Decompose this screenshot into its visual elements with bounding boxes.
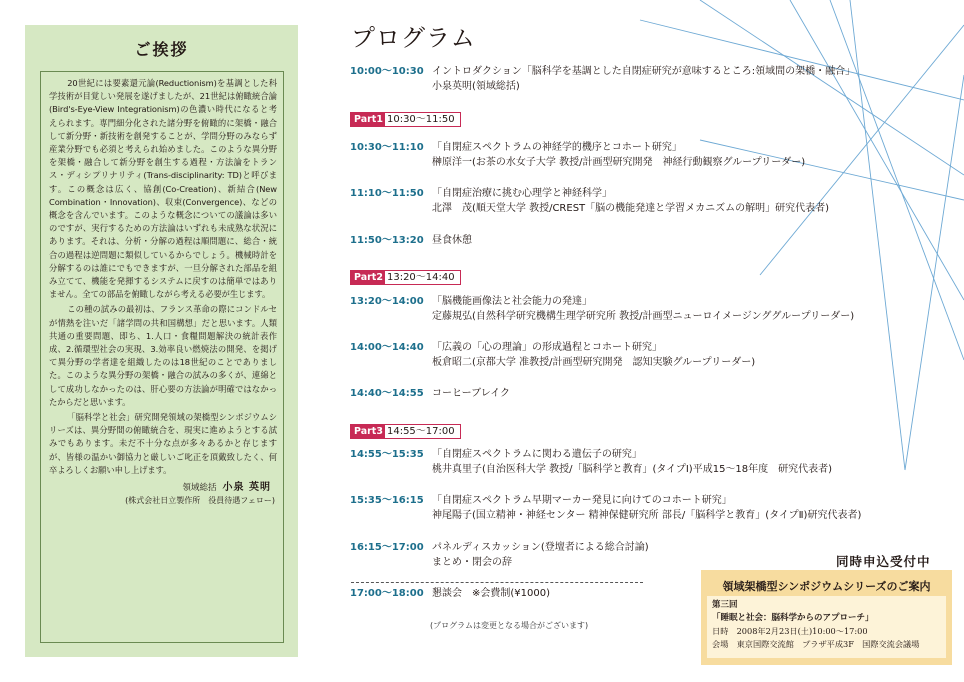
- session-speaker: 定藤規弘(自然科学研究機構生理学研究所 教授/計画型ニューロイメージンググループリーダー): [432, 311, 855, 322]
- deco-line: [790, 0, 964, 300]
- notice-heading: 同時申込受付中: [836, 554, 931, 569]
- session-title: 懇談会 ※会費制(¥1000): [432, 588, 550, 599]
- deco-line: [640, 20, 964, 100]
- notice-edition: 第三回: [712, 600, 738, 610]
- greeting-paragraph: 「脳科学と社会」研究開発領域の架橋型シンポジウムシリーズは、異分野間の俯瞰統合を、現実に進めようとする試みでもあります。未だ不十分な点が多々あるかと存じますが、皆様の温かい御協力と厳しいご叱正を頂戴致したく、何卒よろしくお願い申し上げます。: [49, 412, 277, 475]
- session-time: 11:50～13:20: [350, 235, 424, 246]
- sign-role: 領域総括: [182, 483, 217, 494]
- greeting-paragraph: 20世紀には要素還元論(Reductionism)を基調とした科学技術が目覚しい発展を遂げましたが、21世紀は俯瞰統合論(Bird's-Eye-View Integrationism)の色濃い時代になると考えられます。専門細分化された諸分野を俯瞰的に架橋・融合して新分野・新技術を創発することが、学問分野のみならず産業分野でも必須と考えられ始めました。このような異分野を架橋・融合して新分野を創生する過程・方法論をトランス・ディシプリナリティ(Trans-disciplinarity: TD)と呼びます。この概念は広く、協創(Co-Creation)、新結合(New Combination・Innovation)、収束(Convergence)、などの概念を含んでいます。このような概念についての議論は多いのですが、実行するための方法論はいずれも未成熟な状況にあります。それは、分析・分解の過程は順問題に、総合・統合の過程は逆問題に類似しているからでしょう。機械時計を分解するのは誰にでもできますが、一旦分解された部品を組み立てて、機能を発揮するシステムに戻すのは簡単ではありません。全ての部品を俯瞰しながら考える必要が生じます。: [49, 78, 277, 300]
- program-note: (プログラムは変更となる場合がございます): [430, 621, 589, 630]
- deco-line: [850, 0, 905, 470]
- session-time: 10:00～10:30: [350, 66, 424, 77]
- session-time: 11:10～11:50: [350, 188, 424, 199]
- session-speaker: まとめ・閉会の辞: [432, 557, 512, 568]
- greeting-body: [40, 71, 284, 643]
- session-title: 「自閉症スペクトラムに関わる遺伝子の研究」: [432, 449, 642, 460]
- session-title: 「広義の「心の理論」の形成過程とコホート研究」: [432, 342, 662, 353]
- greeting-panel: [25, 25, 298, 657]
- session-speaker: 神尾陽子(国立精神・神経センター 精神保健研究所 部長/「脳科学と教育」(タイプⅡ)研究代表者): [432, 510, 862, 521]
- session-time: 10:30～11:10: [350, 142, 424, 153]
- sign-name: 小泉 英明: [222, 482, 271, 494]
- notice-date: 日時 2008年2月23日(土)10:00～17:00: [712, 626, 868, 636]
- session-time: 14:55～15:35: [350, 449, 424, 460]
- session-time: 15:35～16:15: [350, 495, 424, 506]
- part-time: 10:30～11:50: [386, 114, 455, 125]
- part-box: [350, 270, 461, 285]
- session-time: 14:00～14:40: [350, 342, 424, 353]
- session-speaker: 板倉昭二(京都大学 准教授/計画型研究開発 認知実験グループリーダー): [432, 357, 756, 368]
- notice-venue: 会場 東京国際交流館 プラザ平成3F 国際交流会議場: [712, 639, 920, 649]
- part-box: [350, 424, 461, 439]
- session-time: 13:20～14:00: [350, 296, 424, 307]
- greeting-paragraph: この種の試みの最初は、フランス革命の際にコンドルセが情熱を注いだ「諸学問の共和国構想」だと思います。人類共通の重要問題、即ち、1.人口・食糧問題解決の統計表作成、2.循環型社会の実現、3.効率良い燃焼法の開発、を掲げて異分野の学者達を組織したのは18世紀のことでありました。このような異分野の架橋・融合の試みの多くが、連綿として成功しなかったのは、肝心要の方法論が明確ではなかったからだと思います。: [49, 304, 277, 407]
- program-title: プログラム: [351, 24, 476, 52]
- session-time: 17:00～18:00: [350, 588, 424, 599]
- part-time: 13:20～14:40: [386, 272, 455, 283]
- notice-details: [707, 596, 946, 658]
- session-speaker: 榊原洋一(お茶の水女子大学 教授/計画型研究開発 神経行動観察グループリーダー): [432, 157, 806, 168]
- session-speaker: 桃井真里子(自治医科大学 教授/「脳科学と教育」(タイプⅠ)平成15～18年度 研究代表者): [432, 464, 833, 475]
- session-speaker: 小泉英明(領域総括): [432, 81, 520, 92]
- session-title: 「自閉症治療に挑む心理学と神経科学」: [432, 188, 612, 199]
- session-time: 16:15～17:00: [350, 542, 424, 553]
- session-speaker: 北澤 茂(順天堂大学 教授/CREST「脳の機能発達と学習メカニズムの解明」研究代表者): [432, 203, 830, 214]
- greeting-signature: [49, 481, 277, 495]
- session-title: 昼食休憩: [432, 235, 472, 246]
- session-time: 14:40～14:55: [350, 388, 424, 399]
- session-title: 「自閉症スペクトラム早期マーカー発見に向けてのコホート研究」: [432, 495, 732, 506]
- session-title: 「自閉症スペクトラムの神経学的機序とコホート研究」: [432, 142, 682, 153]
- notice-title: 領域架橋型シンポジウムシリーズのご案内: [722, 580, 931, 593]
- part-label: Part2: [351, 271, 385, 284]
- sign-affiliation: (株式会社日立製作所 役員待遇フェロー): [125, 496, 275, 506]
- part-box: [350, 112, 461, 127]
- session-title: コーヒーブレイク: [432, 388, 510, 399]
- notice-box: [701, 570, 952, 665]
- deco-line: [905, 75, 964, 470]
- deco-line: [830, 0, 964, 360]
- part-label: Part3: [351, 425, 385, 438]
- session-title: パネルディスカッション(登壇者による総合討論): [432, 542, 649, 553]
- part-time: 14:55～17:00: [386, 426, 455, 437]
- notice-event-name: 「睡眠と社会：脳科学からのアプローチ」: [712, 613, 874, 623]
- deco-line: [760, 25, 964, 275]
- session-title: 「脳機能画像法と社会能力の発達」: [432, 296, 592, 307]
- greeting-title: ご挨拶: [134, 40, 189, 59]
- session-title: イントロダクション「脳科学を基調とした自閉症研究が意味するところ:領域間の架橋・融合」: [432, 66, 856, 77]
- program-divider: [351, 582, 643, 583]
- part-label: Part1: [351, 113, 385, 126]
